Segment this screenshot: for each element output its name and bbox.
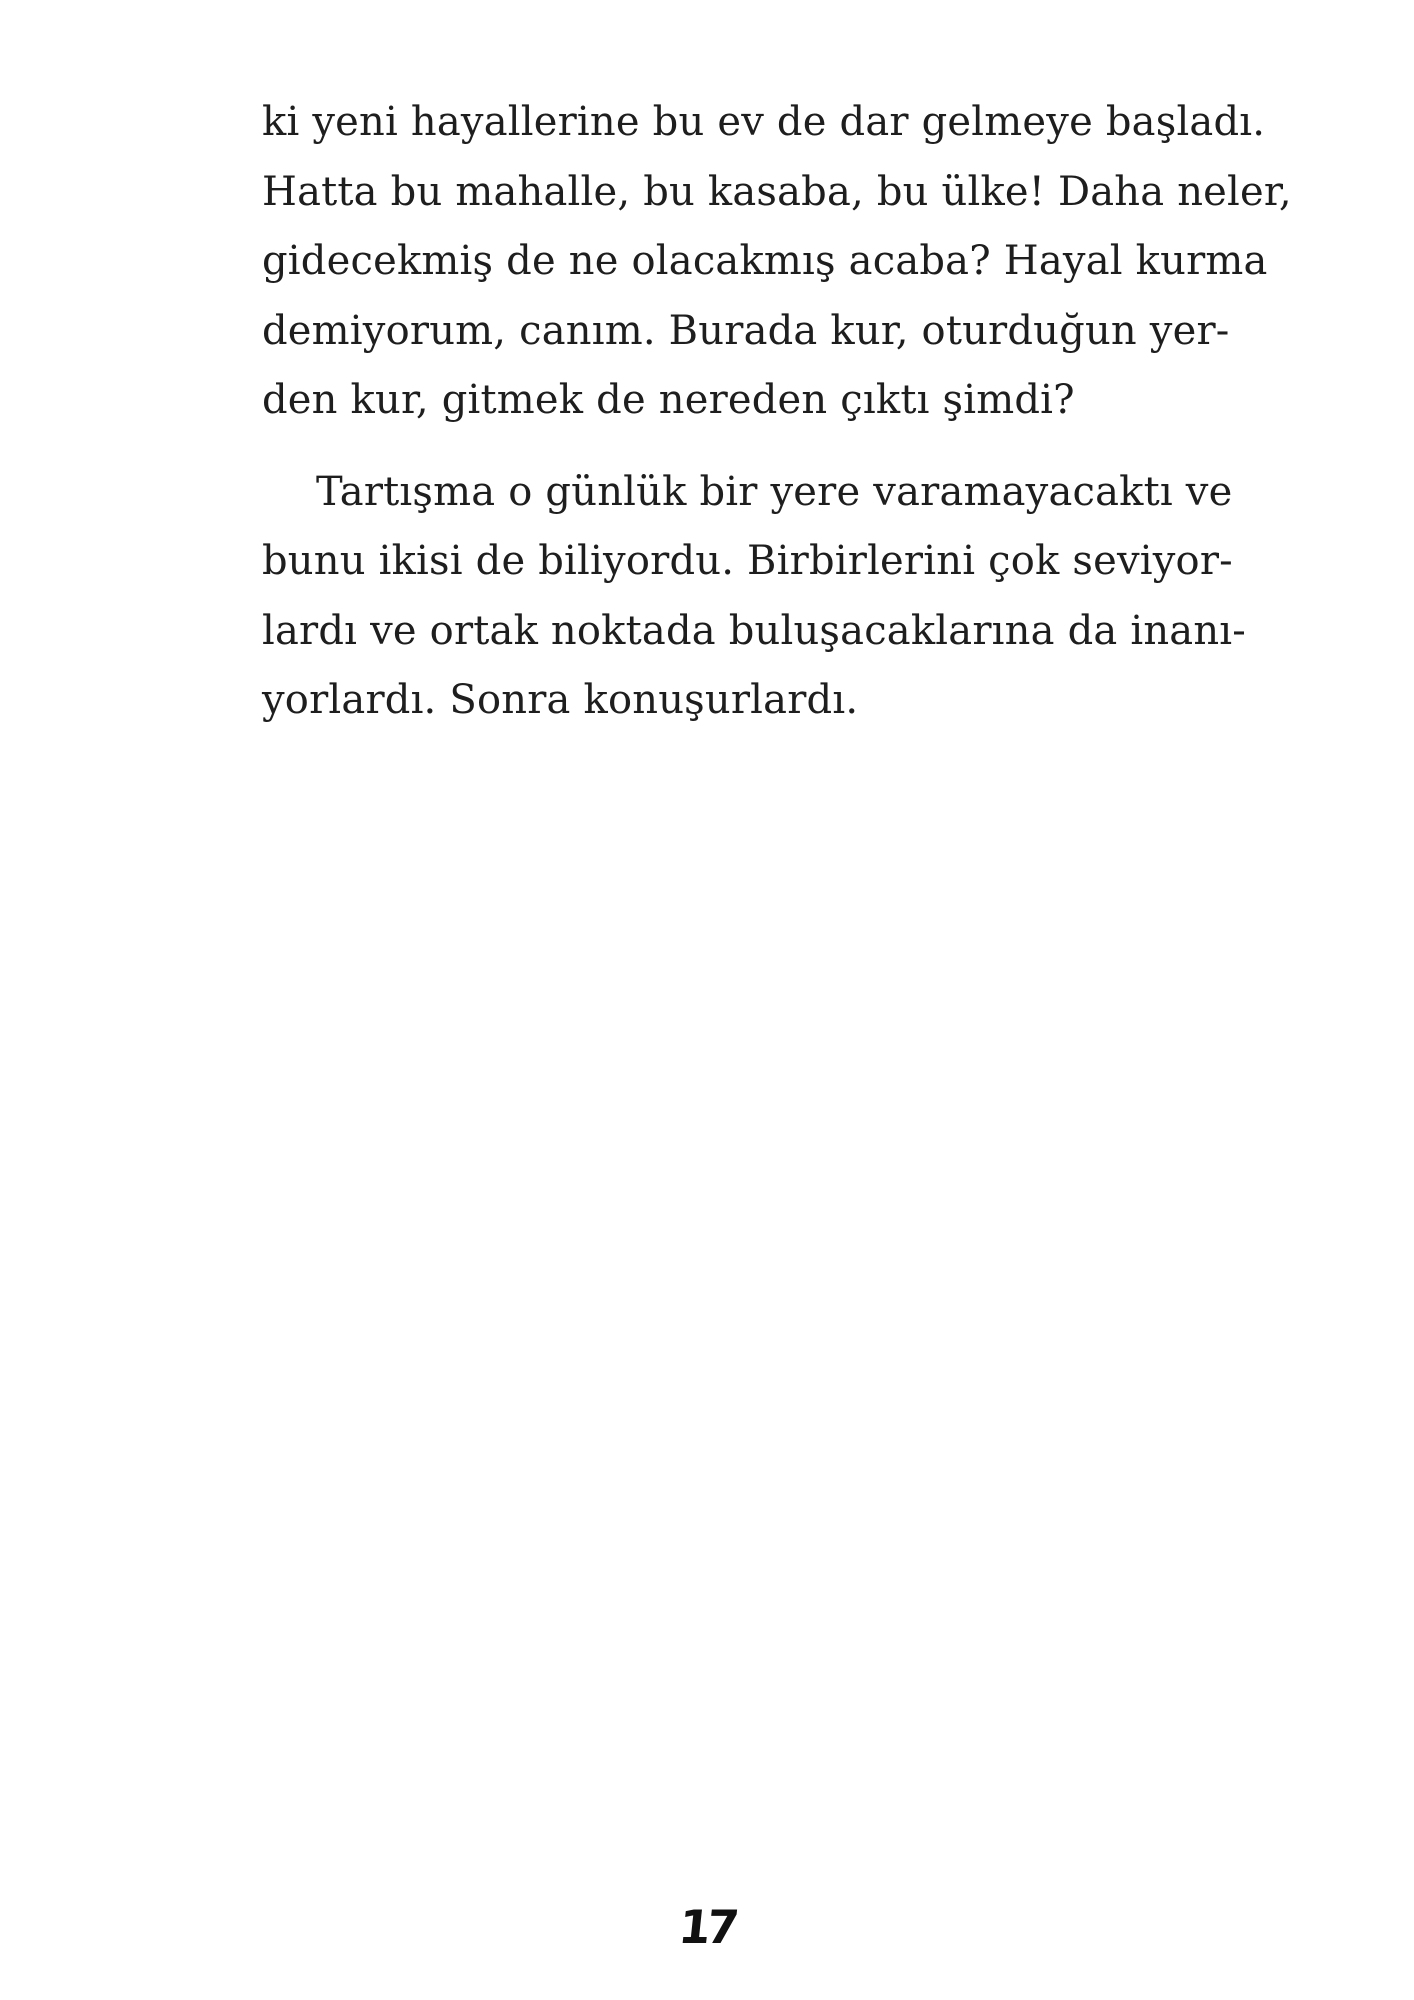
page-number: 17 xyxy=(676,1900,738,1954)
text-line: bunu ikisi de biliyordu. Birbirlerini çok seviyor- xyxy=(262,538,1233,584)
paragraph-1 xyxy=(262,88,1292,436)
text-line: lardı ve ortak noktada buluşacaklarına da inanı- xyxy=(262,607,1247,654)
body-text xyxy=(262,88,1292,736)
text-line: Tartışma o günlük bir yere varamayacaktı ve xyxy=(316,468,1233,515)
text-line: gidecekmiş de ne olacakmış acaba? Hayal kurma xyxy=(262,238,1268,284)
text-line: ki yeni hayallerine bu ev de dar gelmeye başladı. xyxy=(262,99,1266,145)
text-line: yorlardı. Sonra konuşurlardı. xyxy=(262,677,859,723)
paragraph-2 xyxy=(262,458,1247,736)
text-line: den kur, gitmek de nereden çıktı şimdi? xyxy=(262,377,1075,423)
text-line: Hatta bu mahalle, bu kasaba, bu ülke! Daha neler, xyxy=(262,168,1292,215)
text-line: demiyorum, canım. Burada kur, oturduğun yer- xyxy=(262,307,1230,354)
